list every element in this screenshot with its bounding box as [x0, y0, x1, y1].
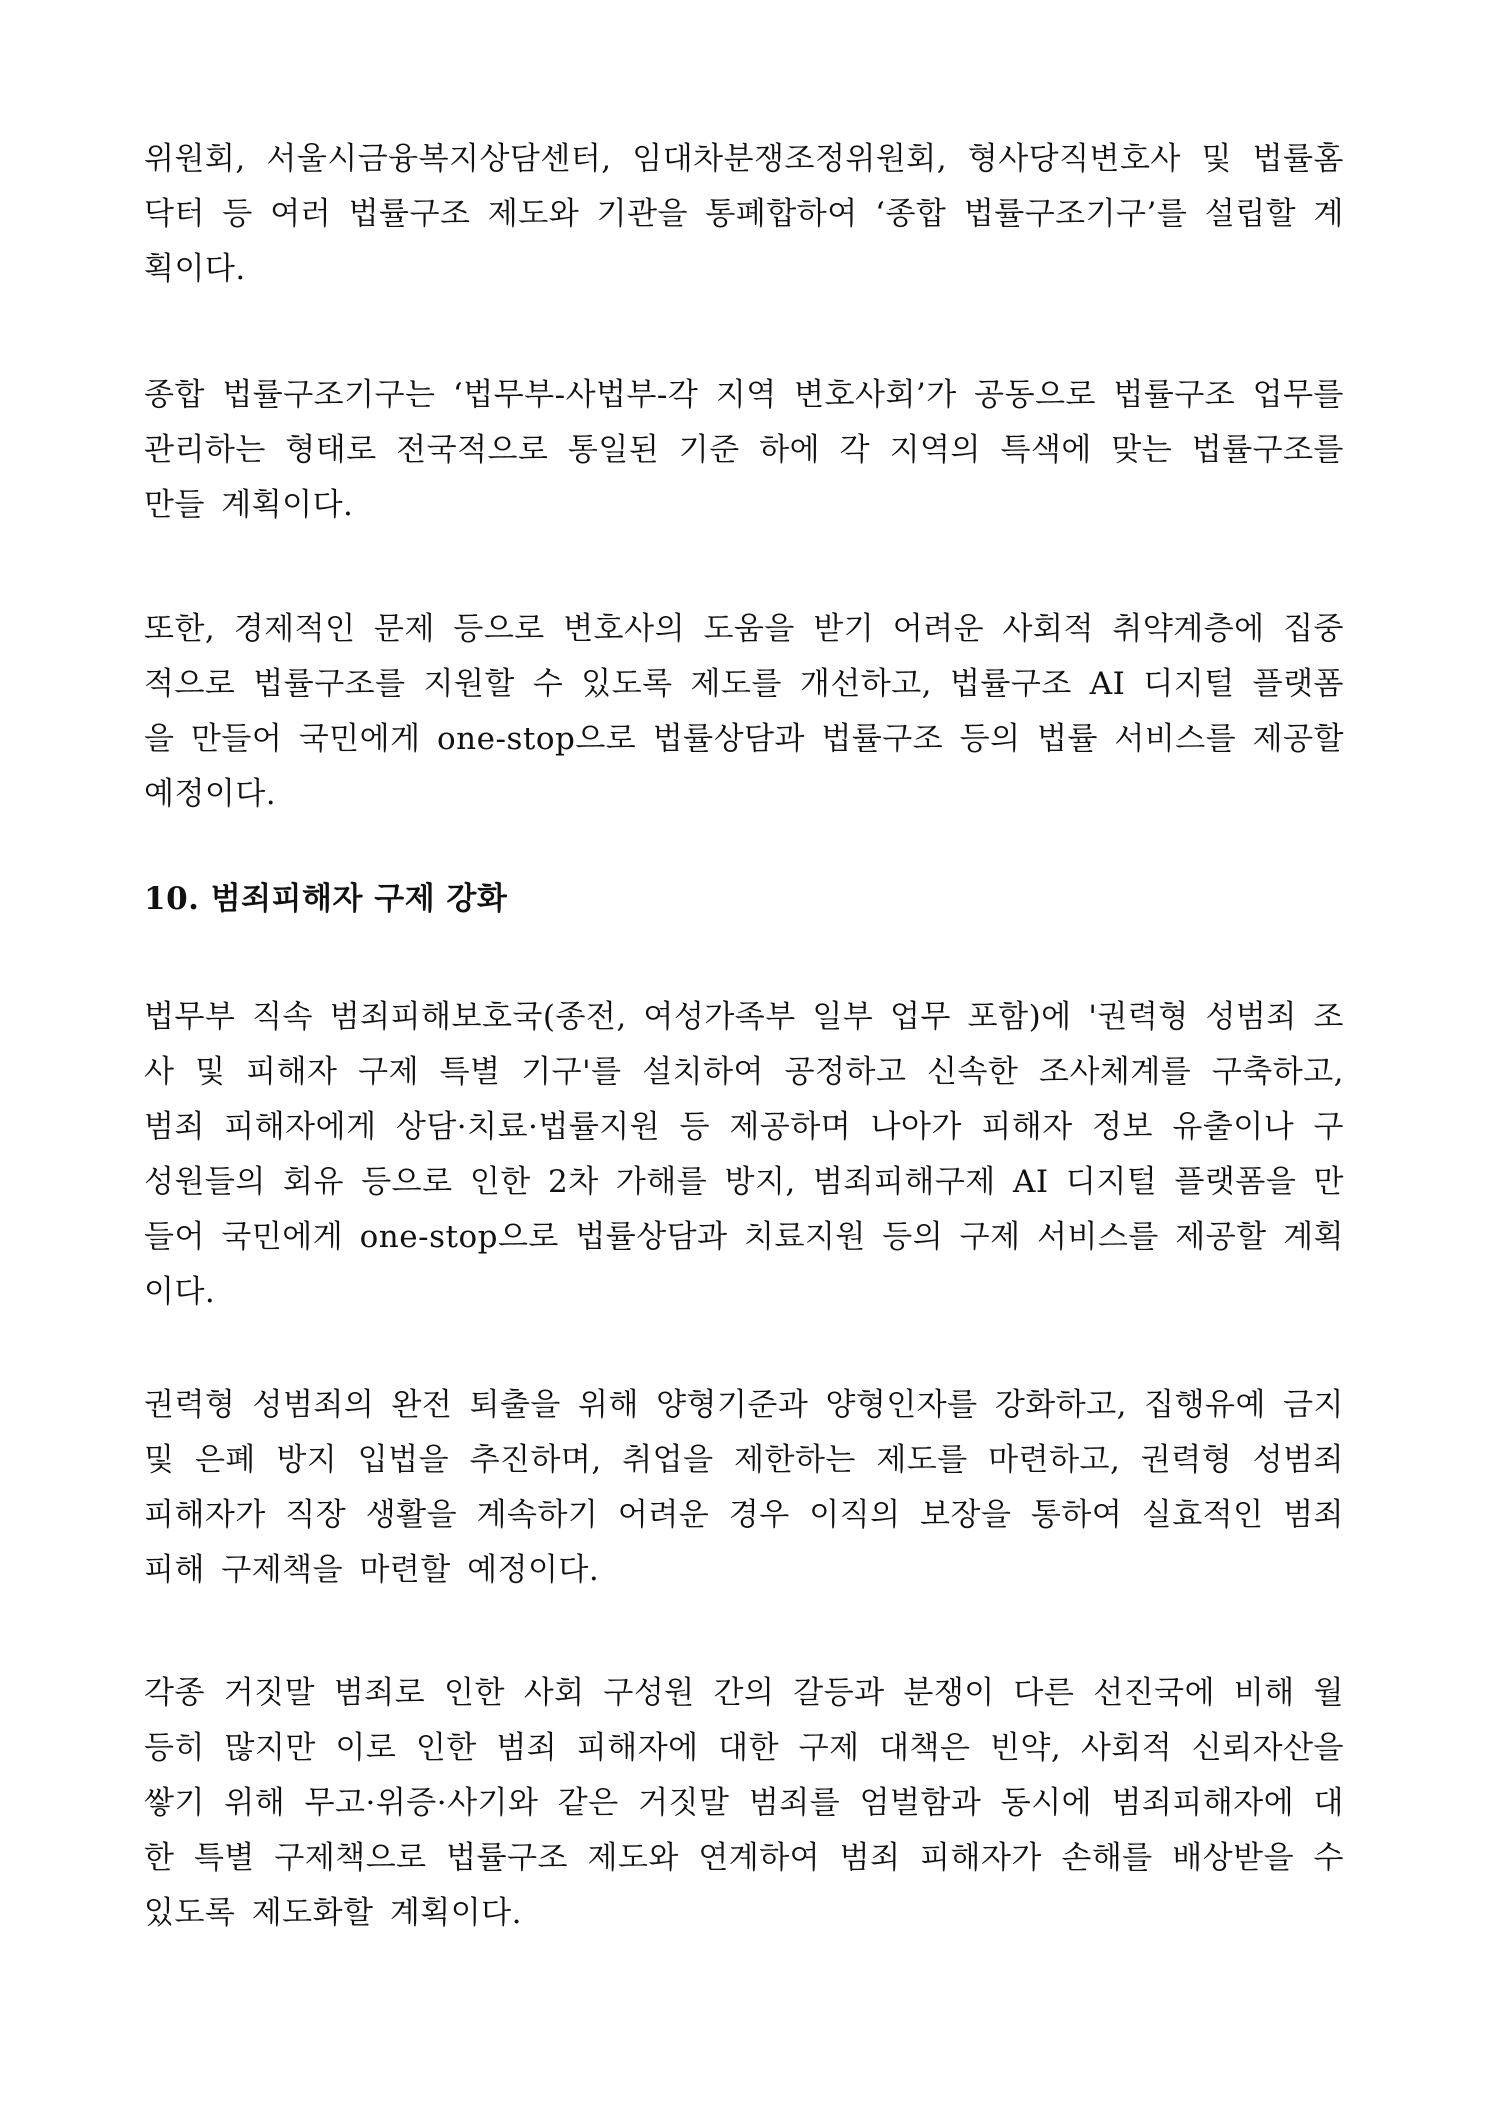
paragraph-legal-aid-merger: 위원회, 서울시금융복지상담센터, 임대차분쟁조정위원회, 형사당직변호사 및 법률홈닥터 등 여러 법률구조 제도와 기관을 통폐합하여 ‘종합 법률구조기구’를 설립할 계획이다. — [144, 141, 1344, 287]
paragraph-legal-aid-platform: 또한, 경제적인 문제 등으로 변호사의 도움을 받기 어려운 사회적 취약계층에 집중적으로 법률구조를 지원할 수 있도록 제도를 개선하고, 법률구조 AI 디지털 플랫폼을 만들어 국민에게 one-stop으로 법률상담과 법률구조 등의 법률 서비스를 제공할 예정이다. — [144, 611, 1344, 812]
paragraph-legal-aid-organization: 종합 법률구조기구는 ‘법무부-사법부-각 지역 변호사회’가 공동으로 법률구조 업무를 관리하는 형태로 전국적으로 통일된 기준 하에 각 지역의 특색에 맞는 법률구조를 만들 계획이다. — [144, 377, 1344, 523]
paragraph-victim-protection-bureau: 법무부 직속 범죄피해보호국(종전, 여성가족부 일부 업무 포함)에 '권력형 성범죄 조사 및 피해자 구제 특별 기구'를 설치하여 공정하고 신속한 조사체계를 구축하고, 범죄 피해자에게 상담·치료·법률지원 등 제공하며 나아가 피해자 정보 유출이나 구성원들의 회유 등으로 인한 2차 가해를 방지, 범죄피해구제 AI 디지털 플랫폼을 만들어 국민에게 one-stop으로 법률상담과 치료지원 등의 구제 서비스를 제공할 계획이다. — [144, 999, 1344, 1310]
paragraph-sexual-crime-measures: 권력형 성범죄의 완전 퇴출을 위해 양형기준과 양형인자를 강화하고, 집행유예 금지 및 은폐 방지 입법을 추진하며, 취업을 제한하는 제도를 마련하고, 권력형 성범죄 피해자가 직장 생활을 계속하기 어려운 경우 이직의 보장을 통하여 실효적인 범죄 피해 구제책을 마련할 예정이다. — [144, 1387, 1344, 1588]
section-heading: 10. 범죄피해자 구제 강화 — [144, 881, 508, 917]
paragraph-false-crime-measures: 각종 거짓말 범죄로 인한 사회 구성원 간의 갈등과 분쟁이 다른 선진국에 비해 월등히 많지만 이로 인한 범죄 피해자에 대한 구제 대책은 빈약, 사회적 신뢰자산을 쌓기 위해 무고·위증·사기와 같은 거짓말 범죄를 엄벌함과 동시에 범죄피해자에 대한 특별 구제책으로 법률구조 제도와 연계하여 범죄 피해자가 손해를 배상받을 수 있도록 제도화할 계획이다. — [144, 1675, 1344, 1931]
